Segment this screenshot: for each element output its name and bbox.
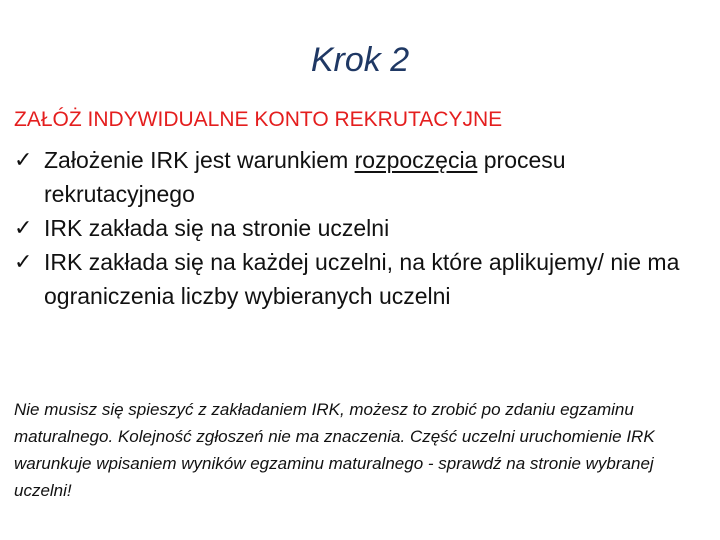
bullet-text: IRK zakłada się na stronie uczelni xyxy=(44,215,390,241)
slide-title: Krok 2 xyxy=(310,41,410,79)
bullet-text-before: Założenie IRK jest warunkiem xyxy=(44,147,355,173)
bullet-text-after: procesu rekrutacyjnego xyxy=(44,147,566,207)
bullet-list xyxy=(14,143,704,313)
section-heading: ZAŁÓŻ INDYWIDUALNE KONTO REKRUTACYJNE xyxy=(14,108,503,131)
bullet-underlined-word: rozpoczęcia xyxy=(354,147,478,173)
bullet-text: IRK zakłada się na każdej uczelni, na które aplikujemy/ nie ma ograniczenia liczby wybieranych uczelni xyxy=(44,249,680,309)
bullet-item-2 xyxy=(14,211,704,245)
bullet-item-3 xyxy=(14,245,704,313)
note-paragraph: Nie musisz się spieszyć z zakładaniem IRK, możesz to zrobić po zdaniu egzaminu maturalnego. Kolejność zgłoszeń nie ma znaczenia. Część uczelni uruchomienie IRK warunkuje wpisaniem wyników egzaminu maturalnego - sprawdź na stronie wybranej uczelni! xyxy=(14,400,655,500)
bullet-item-1 xyxy=(14,143,704,211)
checkmark-icon: ✓ xyxy=(14,249,33,274)
checkmark-icon: ✓ xyxy=(14,147,33,172)
checkmark-icon: ✓ xyxy=(14,215,33,240)
